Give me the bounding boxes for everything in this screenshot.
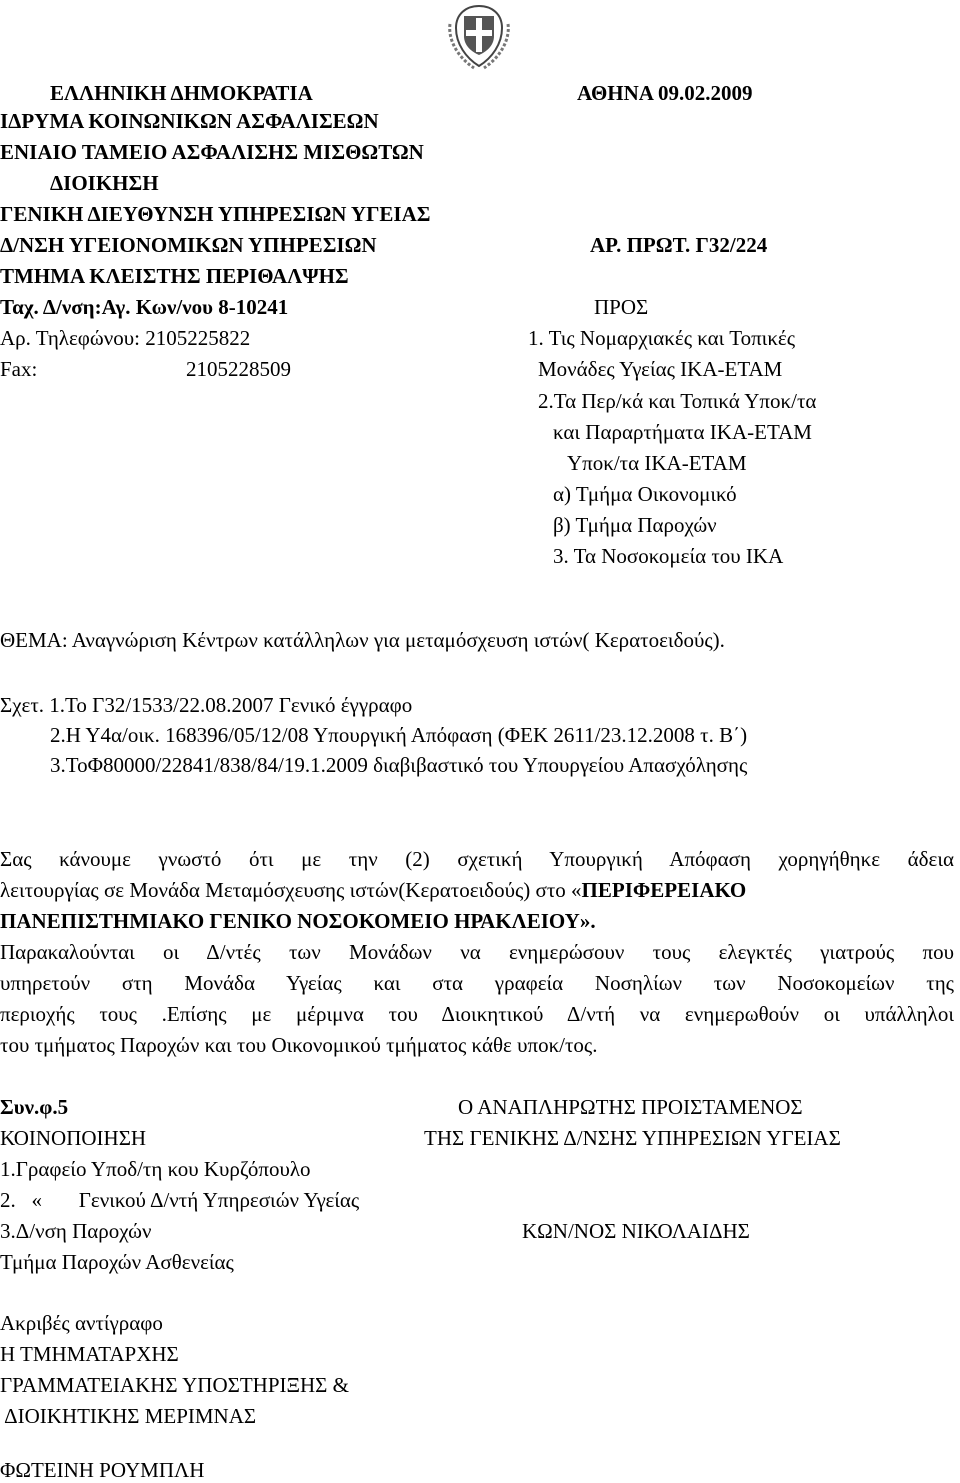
recipient-line: β) Τμήμα Παροχών bbox=[553, 513, 717, 537]
body-paragraph-1-line-1: Σας κάνουμε γνωστό ότι με την (2) σχετική Υπουργική Απόφαση χορηγήθηκε άδεια bbox=[0, 847, 954, 871]
certified-copy-line: Η ΤΜΗΜΑΤΑΡΧΗΣ bbox=[0, 1342, 179, 1366]
hospital-name-part-2: ΠΑΝΕΠΙΣΤΗΜΙΑΚΟ ΓΕΝΙΚΟ ΝΟΣΟΚΟΜΕΙΟ ΗΡΑΚΛΕΙΟΥ bbox=[0, 909, 580, 933]
recipient-line: 1. Τις Νομαρχιακές και Τοπικές bbox=[528, 326, 796, 350]
header-country: ΕΛΛΗΝΙΚΗ ΔΗΜΟΚΡΑΤΙΑ bbox=[50, 81, 313, 105]
hospital-name-part-1: ΠΕΡΙΦΕΡΕΙΑΚΟ bbox=[581, 878, 747, 902]
recipient-line: Υποκ/τα ΙΚΑ-ΕΤΑΜ bbox=[567, 451, 747, 475]
header-phone: Αρ. Τηλεφώνου: 2105225822 bbox=[0, 326, 251, 350]
recipient-line: α) Τμήμα Οικονομικό bbox=[553, 482, 737, 506]
certified-copy-line: Ακριβές αντίγραφο bbox=[0, 1311, 163, 1335]
subject-line: ΘΕΜΑ: Αναγνώριση Κέντρων κατάλληλων για μεταμόσχευση ιστών( Κερατοειδούς). bbox=[0, 628, 725, 652]
header-administration: ΔΙΟΙΚΗΣΗ bbox=[50, 171, 159, 195]
protocol-number: ΑΡ. ΠΡΩΤ. Γ32/224 bbox=[590, 233, 768, 257]
recipient-line: και Παραρτήματα ΙΚΑ-ΕΤΑΜ bbox=[553, 420, 812, 444]
body-paragraph-1-line-2 bbox=[0, 877, 746, 903]
certified-copy-line: ΔΙΟΙΚΗΤΙΚΗΣ ΜΕΡΙΜΝΑΣ bbox=[0, 1404, 257, 1428]
header-fax-label: Fax: bbox=[0, 357, 38, 381]
official-name: ΦΩΤΕΙΝΗ ΡΟΥΜΠΛΗ bbox=[0, 1458, 205, 1482]
reference-line: 2.Η Υ4α/οικ. 168396/05/12/08 Υπουργική Απόφαση (ΦΕΚ 2611/23.12.2008 τ. Β΄) bbox=[50, 723, 748, 747]
certified-copy-line: ΓΡΑΜΜΑΤΕΙΑΚΗΣ ΥΠΟΣΤΗΡΙΞΗΣ & bbox=[0, 1373, 349, 1397]
body-paragraph-2-line: του τμήματος Παροχών και του Οικονομικού τμήματος κάθε υποκ/τος. bbox=[0, 1033, 598, 1057]
cc-line: Τμήμα Παροχών Ασθενείας bbox=[0, 1250, 234, 1274]
header-directorate: Δ/ΝΣΗ ΥΓΕΙΟΝΟΜΙΚΩΝ ΥΠΗΡΕΣΙΩΝ bbox=[0, 233, 377, 257]
body-paragraph-2-line: υπηρετούν στη Μονάδα Υγείας και στα γραφεία Νοσηλίων των Νοσοκομείων της bbox=[0, 971, 954, 995]
cc-line: 3.Δ/νση Παροχών bbox=[0, 1219, 152, 1243]
cc-line: 1.Γραφείο Υποδ/τη κου Κυρζόπουλο bbox=[0, 1157, 311, 1181]
body-paragraph-2-line: περιοχής τους .Επίσης με μέριμνα του Διοικητικού Δ/ντή να ενημερωθούν οι υπάλληλοι bbox=[0, 1002, 954, 1026]
recipient-line: Μονάδες Υγείας ΙΚΑ-ΕΤΑΜ bbox=[538, 357, 783, 381]
attachments-count: Συν.φ.5 bbox=[0, 1095, 69, 1119]
cc-line: 2. « Γενικού Δ/ντή Υπηρεσιών Υγείας bbox=[0, 1188, 360, 1212]
header-address: Ταχ. Δ/νση:Αγ. Κων/νου 8-10241 bbox=[0, 295, 289, 319]
reference-line: Σχετ. 1.Το Γ32/1533/22.08.2007 Γενικό έγγραφο bbox=[0, 693, 413, 717]
document-date: ΑΘΗΝΑ 09.02.2009 bbox=[577, 81, 753, 105]
header-fund: ΕΝΙΑΙΟ ΤΑΜΕΙΟ ΑΣΦΑΛΙΣΗΣ ΜΙΣΘΩΤΩΝ bbox=[0, 140, 424, 164]
recipient-line: 2.Τα Περ/κά και Τοπικά Υποκ/τα bbox=[538, 389, 817, 413]
recipients-heading: ΠΡΟΣ bbox=[594, 295, 649, 319]
body-paragraph-2-line: Παρακαλούνται οι Δ/ντές των Μονάδων να ενημερώσουν τους ελεγκτές γιατρούς που bbox=[0, 940, 954, 964]
header-institution: ΙΔΡΥΜΑ ΚΟΙΝΩΝΙΚΩΝ ΑΣΦΑΛΙΣΕΩΝ bbox=[0, 109, 379, 133]
header-fax-number: 2105228509 bbox=[186, 357, 291, 381]
body-text-end: ». bbox=[579, 909, 596, 933]
greek-coat-of-arms-emblem bbox=[444, 2, 514, 72]
header-department: ΤΜΗΜΑ ΚΛΕΙΣΤΗΣ ΠΕΡΙΘΑΛΨΗΣ bbox=[0, 264, 349, 288]
body-paragraph-1-line-3 bbox=[0, 908, 596, 934]
reference-line: 3.ΤοΦ80000/22841/838/84/19.1.2009 διαβιβαστικό του Υπουργείου Απασχόλησης bbox=[50, 753, 748, 777]
cc-heading: ΚΟΙΝΟΠΟΙΗΣΗ bbox=[0, 1126, 147, 1150]
header-general-directorate: ΓΕΝΙΚΗ ΔΙΕΥΘΥΝΣΗ ΥΠΗΡΕΣΙΩΝ ΥΓΕΙΑΣ bbox=[0, 202, 431, 226]
body-text: λειτουργίας σε Μονάδα Μεταμόσχευσης ιστών(Κερατοειδούς) στο « bbox=[0, 878, 582, 902]
recipient-line: 3. Τα Νοσοκομεία του ΙΚΑ bbox=[553, 544, 784, 568]
signatory-title-line-2: ΤΗΣ ΓΕΝΙΚΗΣ Δ/ΝΣΗΣ ΥΠΗΡΕΣΙΩΝ ΥΓΕΙΑΣ bbox=[424, 1126, 841, 1150]
signatory-name: ΚΩΝ/ΝΟΣ ΝΙΚΟΛΑΙΔΗΣ bbox=[522, 1219, 750, 1243]
signatory-title-line-1: Ο ΑΝΑΠΛΗΡΩΤΗΣ ΠΡΟΙΣΤΑΜΕΝΟΣ bbox=[458, 1095, 803, 1119]
